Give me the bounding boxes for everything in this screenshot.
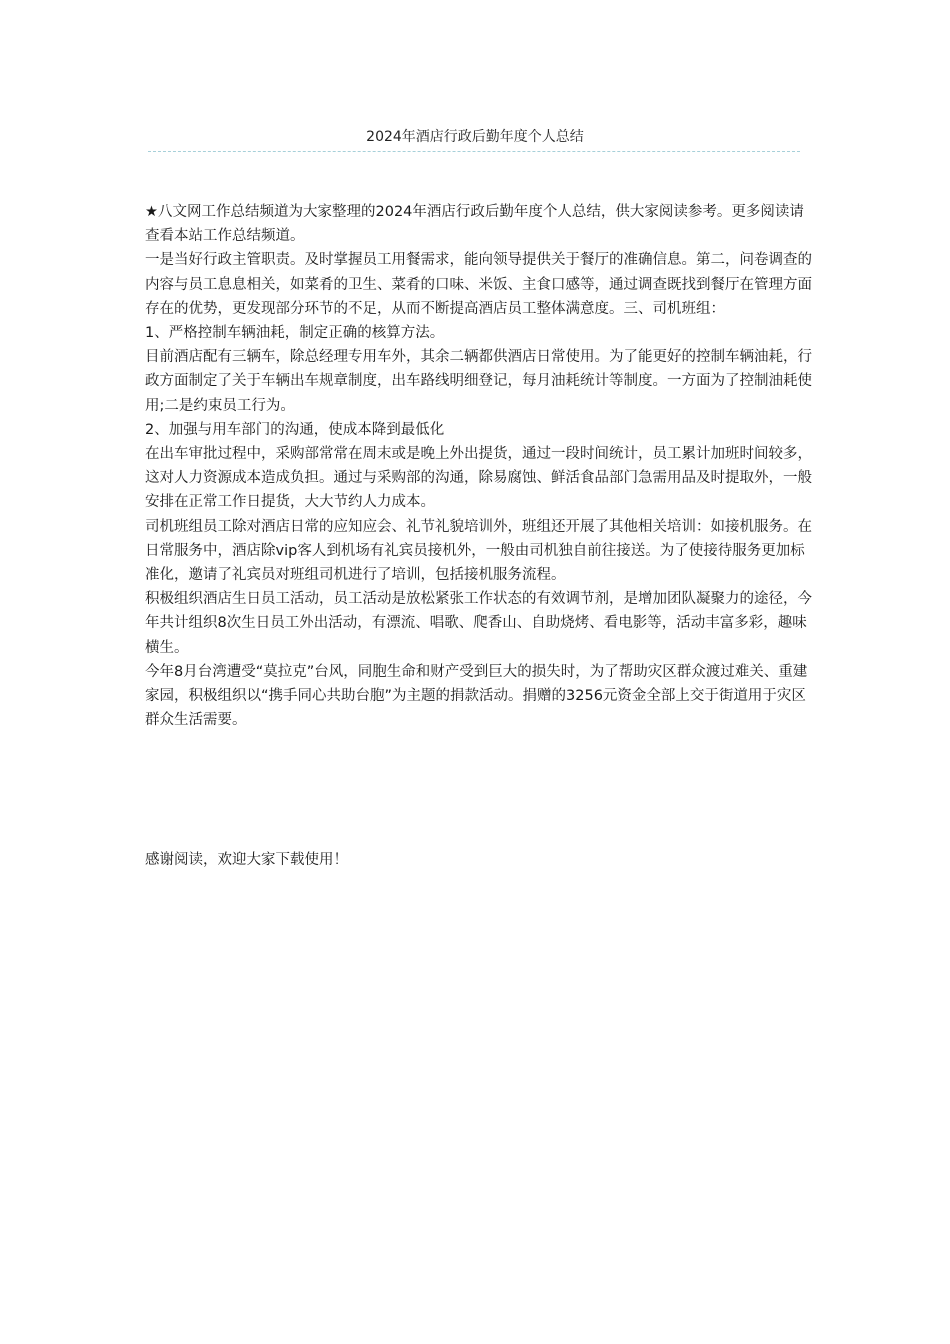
- body-paragraph: 在出车审批过程中，采购部常常在周末或是晚上外出提货，通过一段时间统计，员工累计加班时间较多，这对人力资源成本造成负担。通过与采购部的沟通，除易腐蚀、鲜活食品部门急需用品及时提取外，一般安排在正常工作日提货，大大节约人力成本。: [145, 446, 812, 511]
- document-body: [145, 200, 815, 732]
- section-heading: 2、加强与用车部门的沟通，使成本降到最低化: [145, 421, 445, 438]
- body-paragraph: 积极组织酒店生日员工活动，员工活动是放松紧张工作状态的有效调节剂，是增加团队凝聚力的途径，今年共计组织8次生日员工外出活动，有漂流、唱歌、爬香山、自助烧烤、看电影等，活动丰富多彩，趣味横生。: [145, 591, 812, 656]
- intro-paragraph: ★八文网工作总结频道为大家整理的2024年酒店行政后勤年度个人总结，供大家阅读参考。更多阅读请查看本站工作总结频道。: [145, 204, 804, 245]
- closing-note: 感谢阅读，欢迎大家下载使用！: [145, 852, 348, 868]
- body-paragraph: 司机班组员工除对酒店日常的应知应会、礼节礼貌培训外，班组还开展了其他相关培训：如接机服务。在日常服务中，酒店除vip客人到机场有礼宾员接机外，一般由司机独自前往接送。为了使接待服务更加标准化，邀请了礼宾员对班组司机进行了培训，包括接机服务流程。: [145, 518, 812, 584]
- body-paragraph: 一是当好行政主管职责。及时掌握员工用餐需求，能向领导提供关于餐厅的准确信息。第二，问卷调查的内容与员工息息相关，如菜肴的卫生、菜肴的口味、米饭、主食口感等，通过调查既找到餐厅在管理方面存在的优势，更发现部分环节的不足，从而不断提高酒店员工整体满意度。三、司机班组：: [145, 252, 812, 317]
- body-paragraph: 目前酒店配有三辆车，除总经理专用车外，其余二辆都供酒店日常使用。为了能更好的控制车辆油耗，行政方面制定了关于车辆出车规章制度，出车路线明细登记，每月油耗统计等制度。一方面为了控制油耗使用;二是约束员工行为。: [145, 349, 812, 414]
- document-title: 2024年酒店行政后勤年度个人总结: [366, 129, 584, 145]
- body-paragraph: 今年8月台湾遭受“莫拉克”台风，同胞生命和财产受到巨大的损失时，为了帮助灾区群众渡过难关、重建家园，积极组织以“携手同心共助台胞”为主题的捐款活动。捐赠的3256元资金全部上交于街道用于灾区群众生活需要。: [145, 663, 808, 729]
- section-heading: 1、严格控制车辆油耗，制定正确的核算方法。: [145, 325, 445, 342]
- title-divider: [148, 151, 800, 152]
